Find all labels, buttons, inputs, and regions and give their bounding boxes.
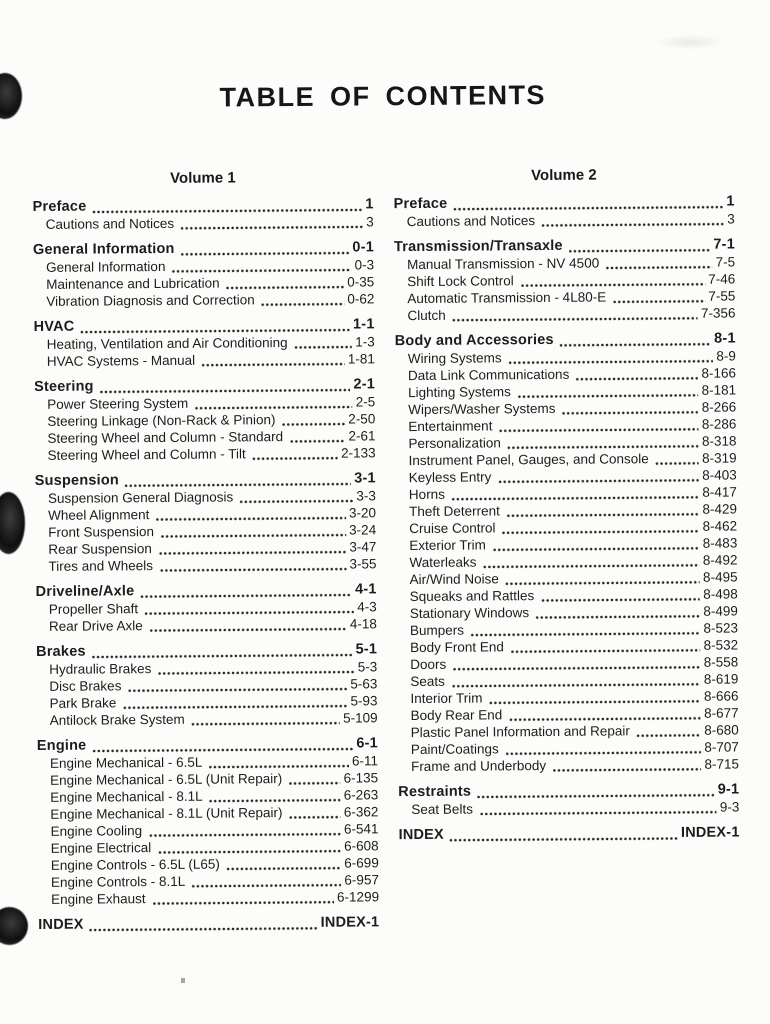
entry-label: Antilock Brake System (49, 711, 185, 728)
toc-section (394, 193, 735, 230)
binder-hole-artifact-bottom (0, 907, 28, 945)
binder-hole-artifact-top (0, 73, 22, 119)
entry-label: Stationary Windows (409, 605, 530, 622)
toc-entry (33, 213, 374, 233)
entry-page-number: 6-11 (351, 753, 379, 769)
entry-label: Rear Suspension (48, 541, 152, 557)
entry-label: Lighting Systems (408, 384, 511, 401)
entry-page-number: 2-5 (355, 394, 376, 410)
dot-leader (288, 807, 340, 820)
entry-page-number: 8-9 (716, 348, 736, 364)
entry-page-number: 8-498 (703, 586, 738, 602)
dot-leader (501, 521, 699, 536)
section-page-number: 3-1 (354, 470, 376, 487)
entry-page-number: 8-266 (701, 399, 737, 415)
dot-leader (482, 555, 700, 570)
dot-leader (520, 274, 706, 288)
dot-leader (180, 216, 363, 230)
entry-label: Seat Belts (411, 801, 473, 818)
entry-page-number: 6-1299 (336, 889, 380, 905)
entry-label: Frame and Underbody (410, 757, 547, 775)
entry-label: Engine Mechanical - 8.1L (Unit Repair) (50, 805, 283, 822)
entry-page-number: 8-707 (704, 739, 739, 755)
volume-2-column (393, 165, 740, 931)
toc-entry (394, 304, 735, 324)
section-page-number: INDEX-1 (320, 914, 380, 931)
entry-page-number: 8-462 (702, 518, 738, 534)
dot-leader (155, 508, 346, 522)
dot-leader (99, 380, 351, 395)
dot-leader (505, 742, 702, 757)
dot-leader (655, 453, 699, 466)
dot-leader (452, 197, 723, 212)
entry-label: Automatic Transmission - 4L80-E (407, 289, 607, 307)
dot-leader (122, 696, 347, 711)
entry-label: General Information (46, 258, 166, 275)
entry-page-number: 8-492 (702, 552, 738, 568)
entry-page-number: 3-55 (349, 556, 377, 572)
entry-page-number: 8-558 (703, 654, 739, 670)
section-page-number: 1 (726, 193, 735, 210)
dot-leader (208, 756, 349, 770)
section-page-number: 6-1 (356, 735, 378, 752)
dot-leader (158, 542, 346, 556)
dot-leader (479, 802, 717, 817)
entry-label: Paint/Coatings (410, 741, 499, 758)
entry-page-number: 6-362 (343, 804, 379, 820)
entry-label: Wheel Alignment (47, 507, 150, 523)
entry-label: Propeller Shaft (48, 601, 139, 617)
page-title: TABLE OF CONTENTS (219, 79, 547, 113)
entry-label: Engine Controls - 8.1L (50, 873, 186, 890)
dot-leader (505, 572, 700, 587)
entry-page-number: 0-35 (347, 274, 375, 290)
section-title: Brakes (36, 643, 86, 660)
toc-entry (38, 888, 379, 908)
toc-section (38, 914, 379, 934)
section-items (35, 487, 377, 575)
entry-page-number: 0-62 (347, 291, 375, 307)
toc-section-header (399, 824, 740, 844)
dot-leader (239, 490, 353, 504)
toc-entry (34, 350, 375, 370)
entry-label: Cautions and Notices (45, 215, 175, 232)
entry-label: Seats (410, 673, 445, 690)
entry-page-number: 6-263 (343, 787, 379, 803)
section-title: General Information (32, 240, 175, 259)
section-title: Preface (393, 195, 448, 213)
dot-leader (636, 725, 701, 739)
entry-label: Wiring Systems (407, 350, 502, 367)
entry-page-number: 5-109 (343, 710, 378, 726)
entry-label: Clutch (407, 307, 446, 324)
entry-page-number: 6-957 (344, 872, 379, 888)
dot-leader (559, 334, 712, 348)
section-items (398, 798, 739, 818)
section-title: Suspension (34, 472, 120, 490)
entry-page-number: 3 (727, 211, 735, 227)
entry-label: Steering Wheel and Column - Tilt (47, 446, 246, 463)
dot-leader (451, 487, 700, 502)
entry-page-number: 8-677 (704, 705, 739, 721)
entry-label: Squeaks and Rattles (409, 588, 535, 605)
volume-1-sections (33, 196, 380, 934)
toc-section (33, 196, 374, 233)
entry-label: Wipers/Washer Systems (408, 400, 556, 418)
entry-page-number: 8-619 (703, 671, 739, 687)
entry-label: Steering Linkage (Non-Rack & Pinion) (47, 412, 276, 429)
entry-page-number: 6-135 (343, 770, 379, 786)
entry-page-number: 8-680 (704, 722, 739, 738)
entry-label: Disc Brakes (49, 678, 122, 694)
entry-page-number: 2-133 (340, 445, 376, 461)
entry-label: Engine Mechanical - 8.1L (50, 788, 203, 805)
section-page-number: 4-1 (355, 581, 377, 598)
entry-label: Maintenance and Lubrication (46, 275, 220, 292)
entry-label: Body Front End (410, 639, 504, 656)
dot-leader (508, 708, 701, 723)
toc-entry (37, 709, 378, 729)
entry-page-number: 3-3 (356, 488, 376, 504)
dot-leader (252, 448, 338, 462)
section-items (33, 256, 374, 310)
dot-leader (91, 739, 353, 754)
dot-leader (498, 419, 699, 434)
dot-leader (171, 260, 351, 274)
toc-entry (394, 210, 735, 230)
section-page-number: 5-1 (355, 641, 378, 658)
volume-2-heading: Volume 2 (531, 166, 597, 185)
volume-2-sections (394, 193, 740, 844)
entry-page-number: 8-495 (702, 569, 738, 585)
dot-leader (144, 601, 354, 616)
entry-label: Engine Cooling (50, 823, 143, 839)
section-page-number: INDEX-1 (680, 824, 740, 841)
entry-page-number: 8-429 (702, 501, 738, 517)
entry-page-number: 8-318 (701, 433, 737, 449)
entry-page-number: 6-699 (344, 855, 379, 871)
toc-section (37, 735, 379, 908)
entry-page-number: 5-63 (350, 676, 378, 692)
dot-leader (148, 824, 341, 839)
dot-leader (289, 431, 345, 444)
entry-page-number: 3-47 (349, 539, 377, 555)
dot-leader (91, 645, 353, 660)
page-content (32, 78, 741, 933)
dot-leader (451, 674, 701, 689)
dot-leader (470, 623, 701, 638)
entry-page-number: 7-5 (715, 254, 736, 270)
entry-page-number: 8-532 (703, 637, 739, 653)
toc-section-header (38, 914, 379, 934)
entry-label: Waterleaks (409, 554, 477, 571)
dot-leader (510, 640, 701, 654)
entry-page-number: 6-541 (343, 821, 379, 837)
volume-1-heading: Volume 1 (170, 169, 236, 187)
entry-label: Keyless Entry (408, 469, 492, 486)
dot-leader (605, 257, 712, 271)
dot-leader (612, 291, 705, 305)
dot-leader (281, 414, 345, 428)
dot-leader (152, 892, 334, 906)
dot-leader (488, 691, 701, 706)
dot-leader (159, 559, 347, 573)
section-items (37, 752, 379, 908)
dot-leader (575, 368, 698, 382)
entry-label: Entertainment (408, 418, 493, 435)
entry-label: Doors (410, 656, 447, 673)
section-title: INDEX (398, 826, 444, 844)
entry-label: Plastic Panel Information and Repair (410, 723, 630, 741)
toc-entry (398, 755, 739, 775)
dot-leader (91, 199, 362, 214)
entry-page-number: 8-286 (701, 416, 737, 432)
dot-leader (568, 240, 711, 254)
entry-label: Tires and Wheels (48, 558, 154, 574)
section-items (394, 210, 735, 230)
toc-section (399, 824, 740, 844)
section-items (36, 658, 378, 729)
toc-entry (398, 798, 739, 818)
entry-page-number: 7-46 (708, 271, 736, 287)
entry-label: Engine Controls - 6.5L (L65) (50, 856, 220, 873)
entry-page-number: 8-319 (702, 450, 737, 466)
section-page-number: 1-1 (352, 316, 375, 333)
toc-section (394, 236, 736, 324)
section-items (33, 213, 374, 233)
entry-page-number: 3 (366, 214, 374, 230)
entry-label: Steering Wheel and Column - Standard (47, 429, 284, 446)
section-page-number: 9-1 (717, 781, 740, 798)
toc-section (36, 641, 378, 729)
entry-label: Shift Lock Control (407, 273, 514, 290)
dot-leader (540, 589, 700, 603)
entry-page-number: 1-81 (347, 351, 375, 367)
entry-label: Rear Drive Axle (48, 618, 143, 634)
dot-leader (288, 773, 340, 786)
entry-label: Engine Mechanical - 6.5L (Unit Repair) (50, 771, 283, 788)
entry-page-number: 5-93 (350, 693, 378, 709)
entry-page-number: 8-166 (701, 365, 737, 381)
toc-entry (36, 615, 377, 635)
entry-label: Body Rear End (410, 707, 503, 724)
dot-leader (452, 308, 698, 323)
entry-label: Horns (408, 486, 445, 503)
section-title: Engine (36, 737, 87, 754)
section-items (34, 393, 376, 464)
entry-page-number: 7-356 (700, 305, 736, 321)
entry-page-number: 8-417 (702, 484, 737, 500)
section-title: HVAC (33, 318, 75, 336)
dot-leader (535, 606, 700, 620)
entry-page-number: 8-666 (703, 688, 739, 704)
dot-leader (160, 525, 346, 539)
section-title: Restraints (398, 783, 472, 801)
entry-page-number: 3-20 (348, 505, 377, 521)
section-title: Steering (33, 378, 94, 396)
entry-page-number: 8-715 (704, 756, 740, 772)
toc-entry (33, 290, 374, 310)
entry-label: Engine Electrical (50, 840, 152, 856)
section-page-number: 0-1 (352, 239, 375, 256)
entry-label: Park Brake (49, 695, 117, 711)
section-items (36, 598, 377, 635)
entry-page-number: 2-50 (348, 411, 376, 427)
section-page-number: 2-1 (353, 376, 376, 393)
entry-page-number: 9-3 (719, 799, 740, 815)
dot-leader (209, 790, 341, 804)
section-title: Transmission/Transaxle (393, 237, 563, 256)
dot-leader (508, 351, 714, 366)
dot-leader (541, 214, 724, 228)
dot-leader (149, 619, 347, 634)
entry-label: HVAC Systems - Manual (46, 352, 196, 369)
entry-label: Manual Transmission - NV 4500 (407, 255, 600, 273)
entry-page-number: 3-24 (349, 522, 377, 538)
entry-label: Vibration Diagnosis and Correction (46, 292, 255, 309)
dot-leader (517, 385, 699, 399)
entry-page-number: 8-403 (702, 467, 737, 483)
dot-leader (89, 918, 318, 933)
dot-leader (506, 504, 700, 519)
entry-label: Suspension General Diagnosis (47, 489, 234, 506)
entry-label: Cruise Control (409, 520, 496, 537)
entry-page-number: 7-55 (708, 288, 736, 304)
dot-leader (492, 538, 700, 553)
dot-leader (507, 436, 699, 451)
section-title: INDEX (38, 916, 84, 933)
entry-page-number: 1-3 (355, 334, 375, 350)
section-items (395, 347, 739, 775)
scan-smudge-artifact (655, 34, 725, 50)
section-title: Preface (32, 198, 87, 216)
entry-label: Front Suspension (48, 524, 155, 540)
dot-leader (452, 657, 701, 672)
entry-label: Power Steering System (47, 395, 189, 412)
dot-leader (201, 354, 345, 368)
section-title: Body and Accessories (394, 331, 554, 350)
dot-leader (552, 759, 701, 773)
section-page-number: 8-1 (714, 330, 736, 347)
dot-leader (226, 277, 345, 291)
dot-leader (294, 337, 353, 350)
section-items (34, 333, 375, 370)
dot-leader (226, 858, 341, 872)
dot-leader (561, 402, 698, 416)
dot-leader (139, 585, 352, 600)
volume-1-column (32, 168, 379, 934)
entry-label: Hydraulic Brakes (49, 661, 152, 677)
entry-page-number: 8-181 (701, 382, 737, 398)
dot-leader (79, 320, 350, 335)
entry-label: Data Link Communications (407, 366, 570, 384)
section-page-number: 1 (365, 196, 374, 213)
entry-label: Exterior Trim (409, 537, 486, 554)
entry-page-number: 8-499 (703, 603, 738, 619)
dot-leader (124, 474, 351, 489)
entry-label: Theft Deterrent (408, 503, 500, 520)
dot-leader (476, 785, 715, 800)
dot-leader (194, 397, 353, 411)
dot-leader (157, 841, 341, 855)
entry-page-number: 4-3 (357, 599, 377, 615)
toc-columns (32, 165, 740, 933)
dot-leader (449, 828, 678, 843)
toc-section (35, 470, 377, 575)
entry-label: Interior Trim (410, 690, 483, 707)
entry-page-number: 8-523 (703, 620, 739, 636)
entry-page-number: 4-18 (349, 616, 377, 632)
entry-label: Heating, Ventilation and Air Conditioning (46, 335, 288, 352)
toc-entry (35, 555, 376, 575)
section-items (394, 253, 736, 324)
toc-section (34, 316, 375, 370)
toc-section (36, 581, 377, 635)
dot-leader (157, 661, 355, 676)
dot-leader (261, 294, 345, 308)
toc-entry (35, 444, 376, 464)
entry-page-number: 8-483 (702, 535, 738, 551)
toc-section (34, 376, 376, 464)
entry-label: Air/Wind Noise (409, 571, 499, 588)
entry-label: Cautions and Notices (406, 213, 536, 230)
entry-label: Engine Mechanical - 6.5L (49, 754, 203, 771)
toc-section (33, 239, 375, 310)
entry-page-number: 2-61 (348, 428, 376, 444)
section-title: Driveline/Axle (35, 583, 135, 600)
entry-label: Bumpers (409, 622, 465, 639)
dot-leader (180, 243, 350, 257)
toc-section (398, 781, 739, 818)
dot-leader (191, 875, 341, 889)
entry-page-number: 6-608 (344, 838, 379, 854)
dot-leader (191, 713, 341, 727)
entry-label: Engine Exhaust (51, 891, 146, 907)
binder-hole-artifact-middle (0, 492, 25, 554)
toc-section (395, 330, 739, 775)
section-page-number: 7-1 (713, 236, 736, 253)
entry-page-number: 0-3 (354, 257, 375, 273)
entry-page-number: 5-3 (357, 659, 378, 675)
entry-label: Instrument Panel, Gauges, and Console (408, 451, 649, 469)
dust-speck-artifact (181, 978, 185, 983)
dot-leader (497, 470, 699, 485)
entry-label: Personalization (408, 435, 501, 452)
dot-leader (127, 679, 347, 694)
